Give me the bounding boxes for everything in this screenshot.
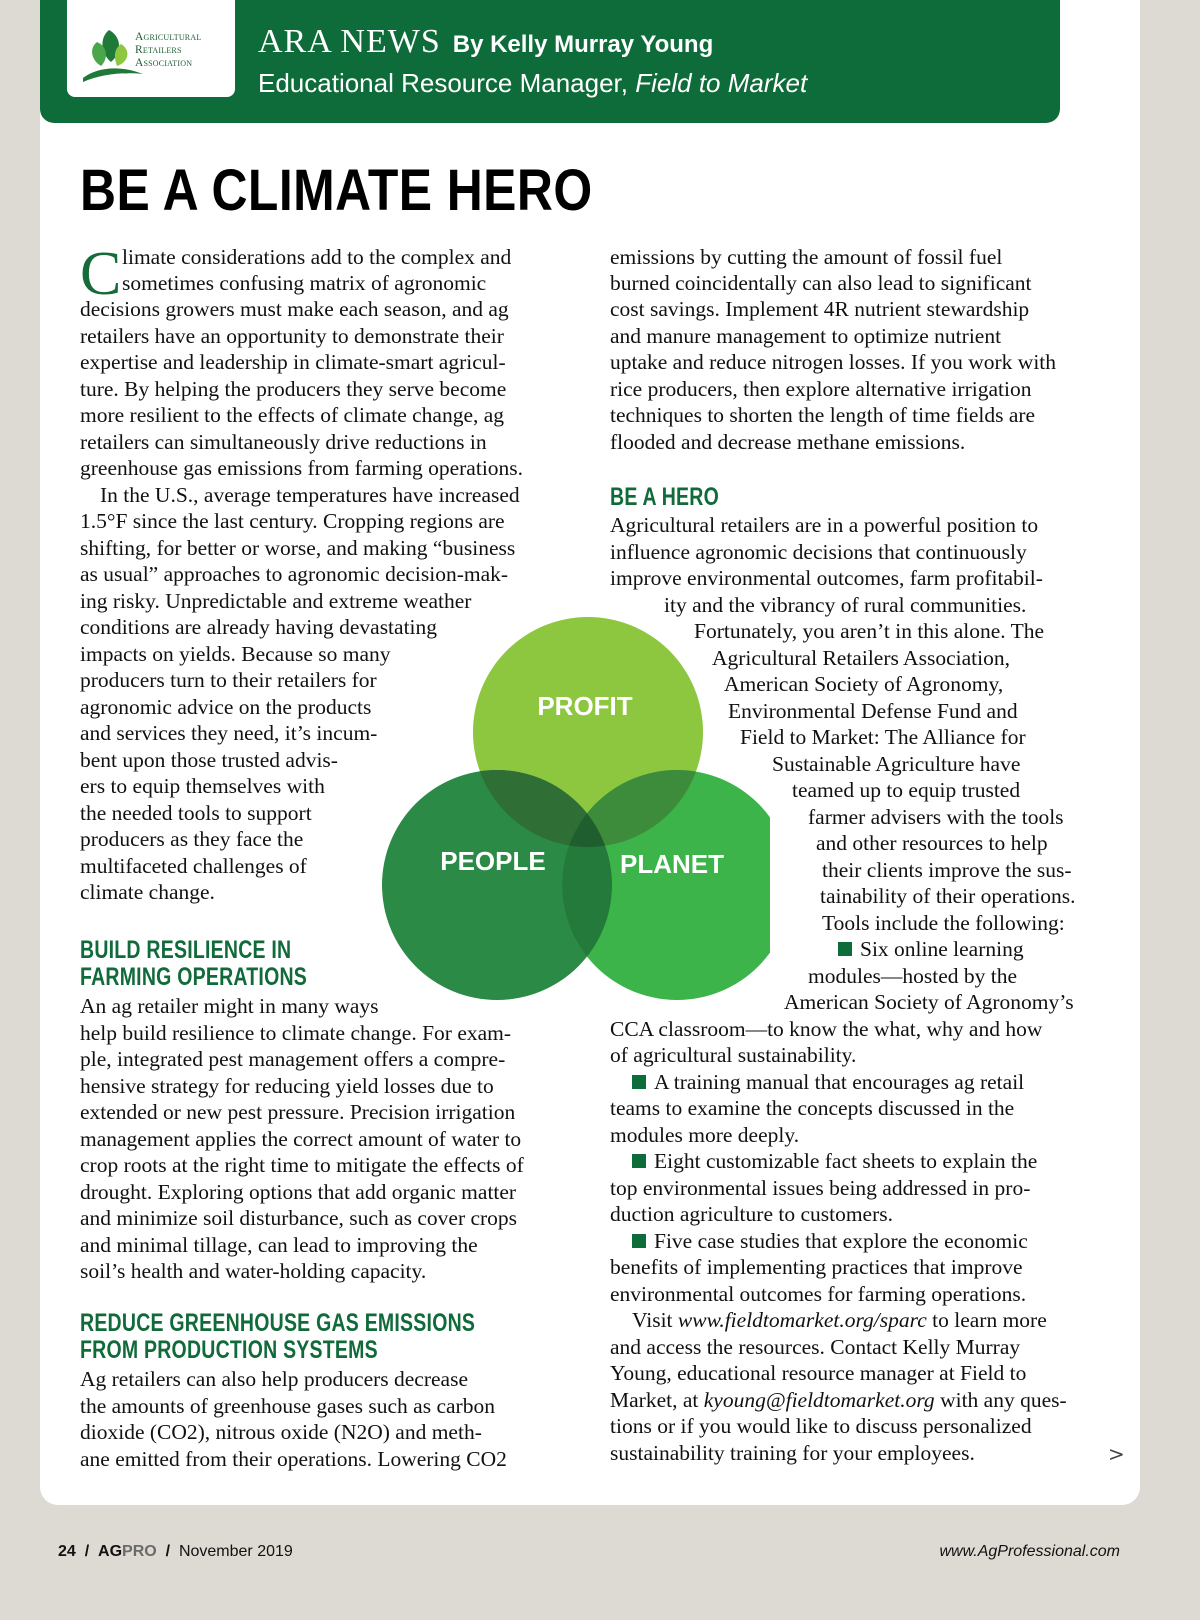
body-line: improve environmental outcomes, farm profitabil- bbox=[610, 566, 1043, 590]
visit-text: to learn more bbox=[926, 1308, 1047, 1332]
brand-pro: PRO bbox=[122, 1543, 157, 1560]
footer-url-link[interactable]: www.AgProfessional.com bbox=[939, 1543, 1120, 1560]
body-line: ple, integrated pest management offers a compre- bbox=[80, 1047, 506, 1071]
body-line: climate change. bbox=[80, 880, 215, 904]
bullet-item bbox=[632, 1069, 1024, 1096]
body-line: Environmental Defense Fund and bbox=[728, 699, 1018, 723]
bullet-square-icon bbox=[838, 942, 852, 956]
body-line: flooded and decrease methane emissions. bbox=[610, 430, 966, 454]
body-line: emissions by cutting the amount of fossil fuel bbox=[610, 245, 1003, 269]
body-line: teamed up to equip trusted bbox=[792, 778, 1021, 802]
body-line: modules—hosted by the bbox=[808, 964, 1018, 988]
body-line: management applies the correct amount of water to bbox=[80, 1127, 522, 1151]
body-line: Young, educational resource manager at Field to bbox=[610, 1361, 1027, 1385]
body-line: ity and the vibrancy of rural communities. bbox=[664, 593, 1027, 617]
body-line: sustainability training for your employees. bbox=[610, 1441, 975, 1465]
body-line: multifaceted challenges of bbox=[80, 854, 307, 878]
role-text: Educational Resource Manager, bbox=[258, 68, 629, 98]
body-line: Agricultural retailers are in a powerful position to bbox=[610, 513, 1039, 537]
body-line: influence agronomic decisions that continuously bbox=[610, 540, 1027, 564]
body-line: bent upon those trusted advis- bbox=[80, 748, 338, 772]
logo-line: Association bbox=[135, 57, 193, 69]
byline: By Kelly Murray Young bbox=[452, 31, 714, 58]
body-line: In the U.S., average temperatures have increased bbox=[100, 483, 520, 507]
body-line: 1.5°F since the last century. Cropping regions are bbox=[80, 509, 505, 533]
bullet-text: Six online learning bbox=[860, 937, 1024, 961]
venn-label-people: PEOPLE bbox=[440, 846, 546, 876]
body-line: the needed tools to support bbox=[80, 801, 312, 825]
body-line: modules more deeply. bbox=[610, 1123, 800, 1147]
page-footer bbox=[58, 1543, 293, 1561]
contact-text: Market, at bbox=[610, 1388, 704, 1412]
author-role bbox=[258, 68, 807, 99]
body-line: producers turn to their retailers for bbox=[80, 668, 377, 692]
bullet-text: A training manual that encourages ag retail bbox=[654, 1070, 1025, 1094]
body-line: ers to equip themselves with bbox=[80, 774, 325, 798]
contact-text: with any ques- bbox=[934, 1388, 1067, 1412]
body-line: producers as they face the bbox=[80, 827, 304, 851]
body-line: environmental outcomes for farming operations. bbox=[610, 1282, 1027, 1306]
body-line: rice producers, then explore alternative irrigation bbox=[610, 377, 1032, 401]
section-heading: BUILD RESILIENCE IN bbox=[80, 936, 292, 964]
body-line: dioxide (CO2), nitrous oxide (N2O) and meth- bbox=[80, 1420, 482, 1444]
body-line: ture. By helping the producers they serve become bbox=[80, 377, 507, 401]
body-line: shifting, for better or worse, and making “business bbox=[80, 536, 516, 560]
footer-separator: / bbox=[84, 1543, 90, 1560]
body-line: techniques to shorten the length of time fields are bbox=[610, 403, 1036, 427]
venn-label-profit: PROFIT bbox=[537, 691, 633, 721]
body-line: help build resilience to climate change. For exam- bbox=[80, 1021, 512, 1045]
contact-email-link[interactable]: kyoung@fieldtomarket.org bbox=[703, 1388, 935, 1412]
bullet-square-icon bbox=[632, 1234, 646, 1248]
body-line: uptake and reduce nitrogen losses. If you work with bbox=[610, 350, 1057, 374]
body-line: the amounts of greenhouse gases such as carbon bbox=[80, 1394, 495, 1418]
section-heading: REDUCE GREENHOUSE GAS EMISSIONS bbox=[80, 1309, 476, 1337]
issue-date: November 2019 bbox=[178, 1543, 293, 1560]
logo-line: Retailers bbox=[135, 44, 182, 56]
body-line: limate considerations add to the complex and bbox=[122, 245, 512, 269]
section-heading: FROM PRODUCTION SYSTEMS bbox=[80, 1336, 378, 1364]
body-line: top environmental issues being addressed in pro- bbox=[610, 1176, 1031, 1200]
ara-logo bbox=[67, 0, 235, 97]
bullet-item bbox=[632, 1228, 1028, 1255]
body-line: conditions are already having devastating bbox=[80, 615, 438, 639]
next-page-arrow-icon[interactable]: > bbox=[1108, 1442, 1125, 1466]
drop-cap: C bbox=[80, 240, 122, 308]
body-line: expertise and leadership in climate-smart agricul- bbox=[80, 350, 506, 374]
venn-diagram bbox=[380, 615, 770, 1005]
body-line: retailers have an opportunity to demonstrate their bbox=[80, 324, 504, 348]
body-line: agronomic advice on the products bbox=[80, 695, 372, 719]
body-line bbox=[632, 1307, 1047, 1334]
body-line: ane emitted from their operations. Lowering CO2 bbox=[80, 1447, 507, 1471]
body-line: impacts on yields. Because so many bbox=[80, 642, 391, 666]
brand-ag: AG bbox=[98, 1543, 123, 1560]
body-line: retailers can simultaneously drive reductions in bbox=[80, 430, 487, 454]
bullet-item bbox=[632, 1148, 1037, 1175]
news-banner bbox=[40, 0, 1060, 123]
section-heading: FARMING OPERATIONS bbox=[80, 963, 308, 991]
body-line: burned coincidentally can also lead to significant bbox=[610, 271, 1032, 295]
body-line: soil’s health and water-holding capacity. bbox=[80, 1259, 427, 1283]
body-line: benefits of implementing practices that improve bbox=[610, 1255, 1023, 1279]
body-line: more resilient to the effects of climate change, ag bbox=[80, 403, 505, 427]
visit-text: Visit bbox=[632, 1308, 678, 1332]
page-number: 24 bbox=[58, 1543, 76, 1560]
body-line: decisions growers must make each season, and ag bbox=[80, 297, 509, 321]
body-line: hensive strategy for reducing yield losses due to bbox=[80, 1074, 494, 1098]
logo-text bbox=[135, 31, 201, 70]
bullet-text: Eight customizable fact sheets to explain the bbox=[654, 1149, 1038, 1173]
body-line: farmer advisers with the tools bbox=[808, 805, 1064, 829]
body-line: Sustainable Agriculture have bbox=[772, 752, 1021, 776]
body-line: and minimal tillage, can lead to improving the bbox=[80, 1233, 478, 1257]
org-name: Field to Market bbox=[635, 68, 808, 98]
body-line: ing risky. Unpredictable and extreme weather bbox=[80, 589, 472, 613]
footer-separator: / bbox=[165, 1543, 171, 1560]
body-line: tions or if you would like to discuss personalized bbox=[610, 1414, 1032, 1438]
section-heading: BE A HERO bbox=[610, 483, 720, 511]
body-line: and minimize soil disturbance, such as cover crops bbox=[80, 1206, 518, 1230]
logo-line: Agricultural bbox=[135, 31, 202, 43]
body-line: as usual” approaches to agronomic decision-mak- bbox=[80, 562, 509, 586]
body-line: CCA classroom—to know the what, why and how bbox=[610, 1017, 1043, 1041]
body-line: extended or new pest pressure. Precision irrigation bbox=[80, 1100, 516, 1124]
body-line: teams to examine the concepts discussed in the bbox=[610, 1096, 1015, 1120]
bullet-square-icon bbox=[632, 1154, 646, 1168]
body-line: drought. Exploring options that add organic matter bbox=[80, 1180, 517, 1204]
body-line: and manure management to optimize nutrient bbox=[610, 324, 1002, 348]
bullet-item bbox=[838, 936, 1024, 963]
body-line: Field to Market: The Alliance for bbox=[740, 725, 1026, 749]
body-line: American Society of Agronomy, bbox=[724, 672, 1004, 696]
body-line: and other resources to help bbox=[816, 831, 1048, 855]
body-line bbox=[610, 1387, 1067, 1414]
body-line: duction agriculture to customers. bbox=[610, 1202, 894, 1226]
body-line: tainability of their operations. bbox=[820, 884, 1076, 908]
news-title: ARA NEWS bbox=[258, 23, 441, 60]
body-line: Agricultural Retailers Association, bbox=[712, 646, 1010, 670]
body-line: Fortunately, you aren’t in this alone. The bbox=[694, 619, 1045, 643]
body-line: of agricultural sustainability. bbox=[610, 1043, 857, 1067]
article-headline: BE A CLIMATE HERO bbox=[80, 158, 593, 223]
body-line: and access the resources. Contact Kelly Murray bbox=[610, 1335, 1021, 1359]
bullet-text: Five case studies that explore the economic bbox=[654, 1229, 1028, 1253]
body-line: and services they need, it’s incum- bbox=[80, 721, 378, 745]
visit-url-link[interactable]: www.fieldtomarket.org/sparc bbox=[677, 1308, 927, 1332]
body-line: Tools include the following: bbox=[822, 911, 1065, 935]
venn-label-planet: PLANET bbox=[620, 849, 724, 879]
body-line: sometimes confusing matrix of agronomic bbox=[122, 271, 487, 295]
body-line: An ag retailer might in many ways bbox=[80, 994, 379, 1018]
bullet-square-icon bbox=[632, 1075, 646, 1089]
body-line: their clients improve the sus- bbox=[822, 858, 1072, 882]
body-line: greenhouse gas emissions from farming operations. bbox=[80, 456, 524, 480]
news-title-line bbox=[258, 23, 713, 61]
body-line: cost savings. Implement 4R nutrient stewardship bbox=[610, 297, 1030, 321]
body-line: American Society of Agronomy’s bbox=[784, 990, 1074, 1014]
body-line: crop roots at the right time to mitigate the effects of bbox=[80, 1153, 524, 1177]
body-line: Ag retailers can also help producers decrease bbox=[80, 1367, 469, 1391]
